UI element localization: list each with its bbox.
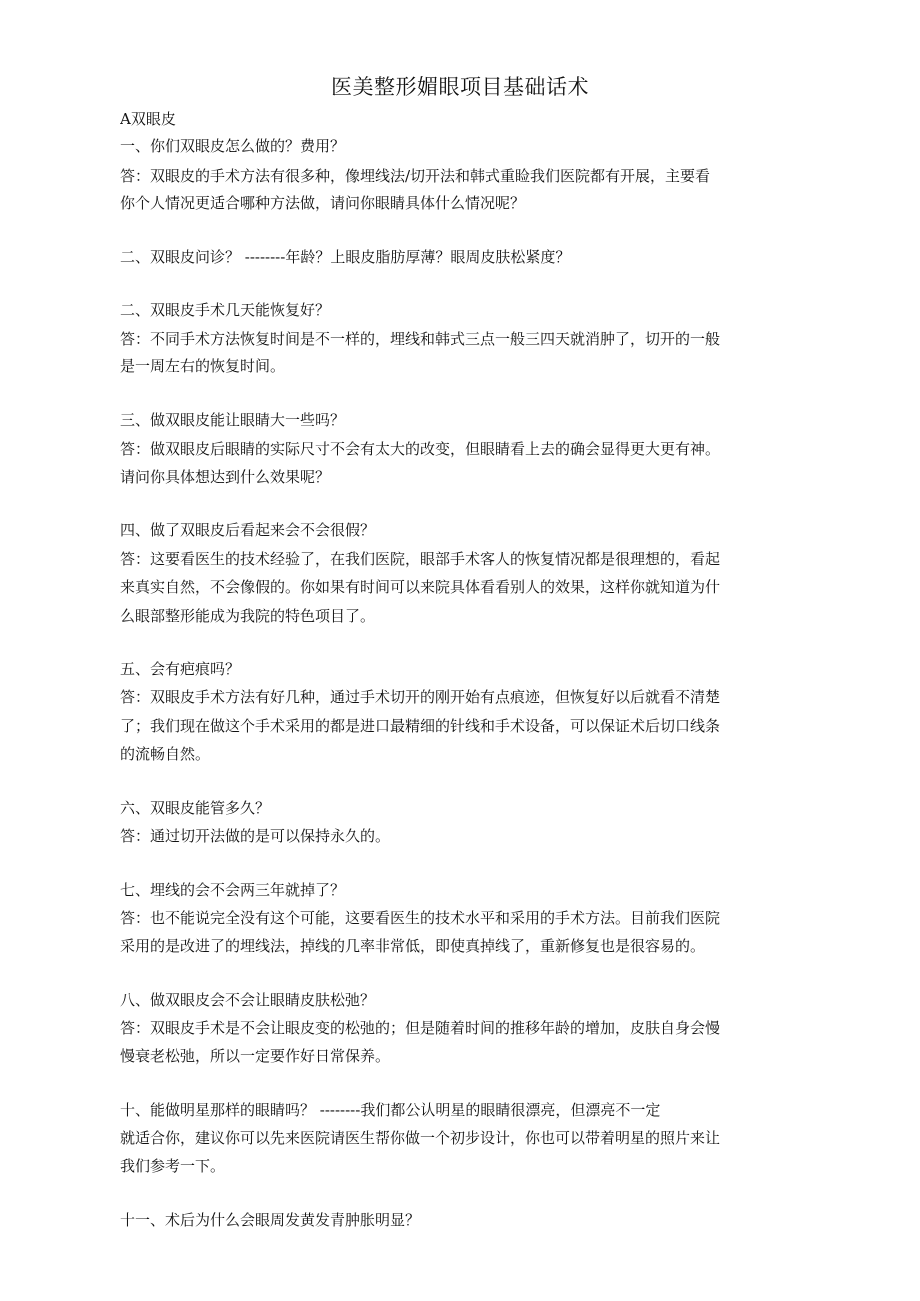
answer-7-line-1: 答：通过切开法做的是可以保持永久的。 bbox=[120, 827, 391, 845]
answer-10-line-1: 就适合你，建议你可以先来医院请医生帮你做一个初步设计，你也可以带着明星的照片来让 bbox=[120, 1129, 721, 1147]
question-7: 六、双眼皮能管多久？ bbox=[120, 799, 271, 817]
answer-10-line-2: 我们参考一下。 bbox=[120, 1157, 226, 1175]
answer-8-line-1: 答：也不能说完全没有这个可能，这要看医生的技术水平和采用的手术方法。目前我们医院 bbox=[120, 909, 721, 927]
question-2: 二、双眼皮问诊？ --------年龄？上眼皮脂肪厚薄？眼周皮肤松紧度？ bbox=[120, 248, 571, 266]
question-10: 十、能做明星那样的眼睛吗？ --------我们都公认明星的眼睛很漂亮，但漂亮不一定 bbox=[120, 1101, 661, 1119]
question-3: 二、双眼皮手术几天能恢复好？ bbox=[120, 301, 331, 319]
question-11: 十一、术后为什么会眼周发黄发青肿胀明显？ bbox=[120, 1211, 421, 1229]
answer-3-line-1: 答：不同手术方法恢复时间是不一样的，埋线和韩式三点一般三四天就消肿了，切开的一般 bbox=[120, 330, 721, 348]
question-6: 五、会有疤痕吗？ bbox=[120, 660, 241, 678]
question-4: 三、做双眼皮能让眼睛大一些吗？ bbox=[120, 411, 346, 429]
answer-4-line-1: 答：做双眼皮后眼睛的实际尺寸不会有太大的改变，但眼睛看上去的确会显得更大更有神。 bbox=[120, 440, 721, 458]
answer-6-line-2: 了；我们现在做这个手术采用的都是进口最精细的针线和手术设备，可以保证术后切口线条 bbox=[120, 717, 721, 735]
answer-1-line-1: 答：双眼皮的手术方法有很多种，像埋线法/切开法和韩式重睑我们医院都有开展，主要看 bbox=[120, 167, 711, 185]
document-title: 医美整形媚眼项目基础话术 bbox=[331, 75, 589, 99]
answer-4-line-2: 请问你具体想达到什么效果呢？ bbox=[120, 468, 331, 486]
answer-6-line-3: 的流畅自然。 bbox=[120, 745, 211, 763]
answer-6-line-1: 答：双眼皮手术方法有好几种，通过手术切开的刚开始有点痕迹，但恢复好以后就看不清楚 bbox=[120, 688, 721, 706]
section-heading: A双眼皮 bbox=[120, 110, 176, 128]
answer-9-line-1: 答：双眼皮手术是不会让眼皮变的松弛的；但是随着时间的推移年龄的增加，皮肤自身会慢 bbox=[120, 1019, 721, 1037]
answer-5-line-1: 答：这要看医生的技术经验了，在我们医院，眼部手术客人的恢复情况都是很理想的，看起 bbox=[120, 550, 721, 568]
answer-3-line-2: 是一周左右的恢复时间。 bbox=[120, 357, 286, 375]
answer-1-line-2: 你个人情况更适合哪种方法做，请问你眼睛具体什么情况呢？ bbox=[120, 194, 526, 212]
answer-5-line-3: 么眼部整形能成为我院的特色项目了。 bbox=[120, 607, 376, 625]
answer-9-line-2: 慢衰老松弛，所以一定要作好日常保养。 bbox=[120, 1047, 391, 1065]
question-9: 八、做双眼皮会不会让眼睛皮肤松弛？ bbox=[120, 991, 376, 1009]
question-5: 四、做了双眼皮后看起来会不会很假？ bbox=[120, 521, 376, 539]
answer-5-line-2: 来真实自然，不会像假的。你如果有时间可以来院具体看看别人的效果，这样你就知道为什 bbox=[120, 578, 721, 596]
question-8: 七、埋线的会不会两三年就掉了？ bbox=[120, 881, 346, 899]
question-1: 一、你们双眼皮怎么做的？费用？ bbox=[120, 137, 346, 155]
answer-8-line-2: 采用的是改进了的埋线法，掉线的几率非常低，即使真掉线了，重新修复也是很容易的。 bbox=[120, 937, 706, 955]
